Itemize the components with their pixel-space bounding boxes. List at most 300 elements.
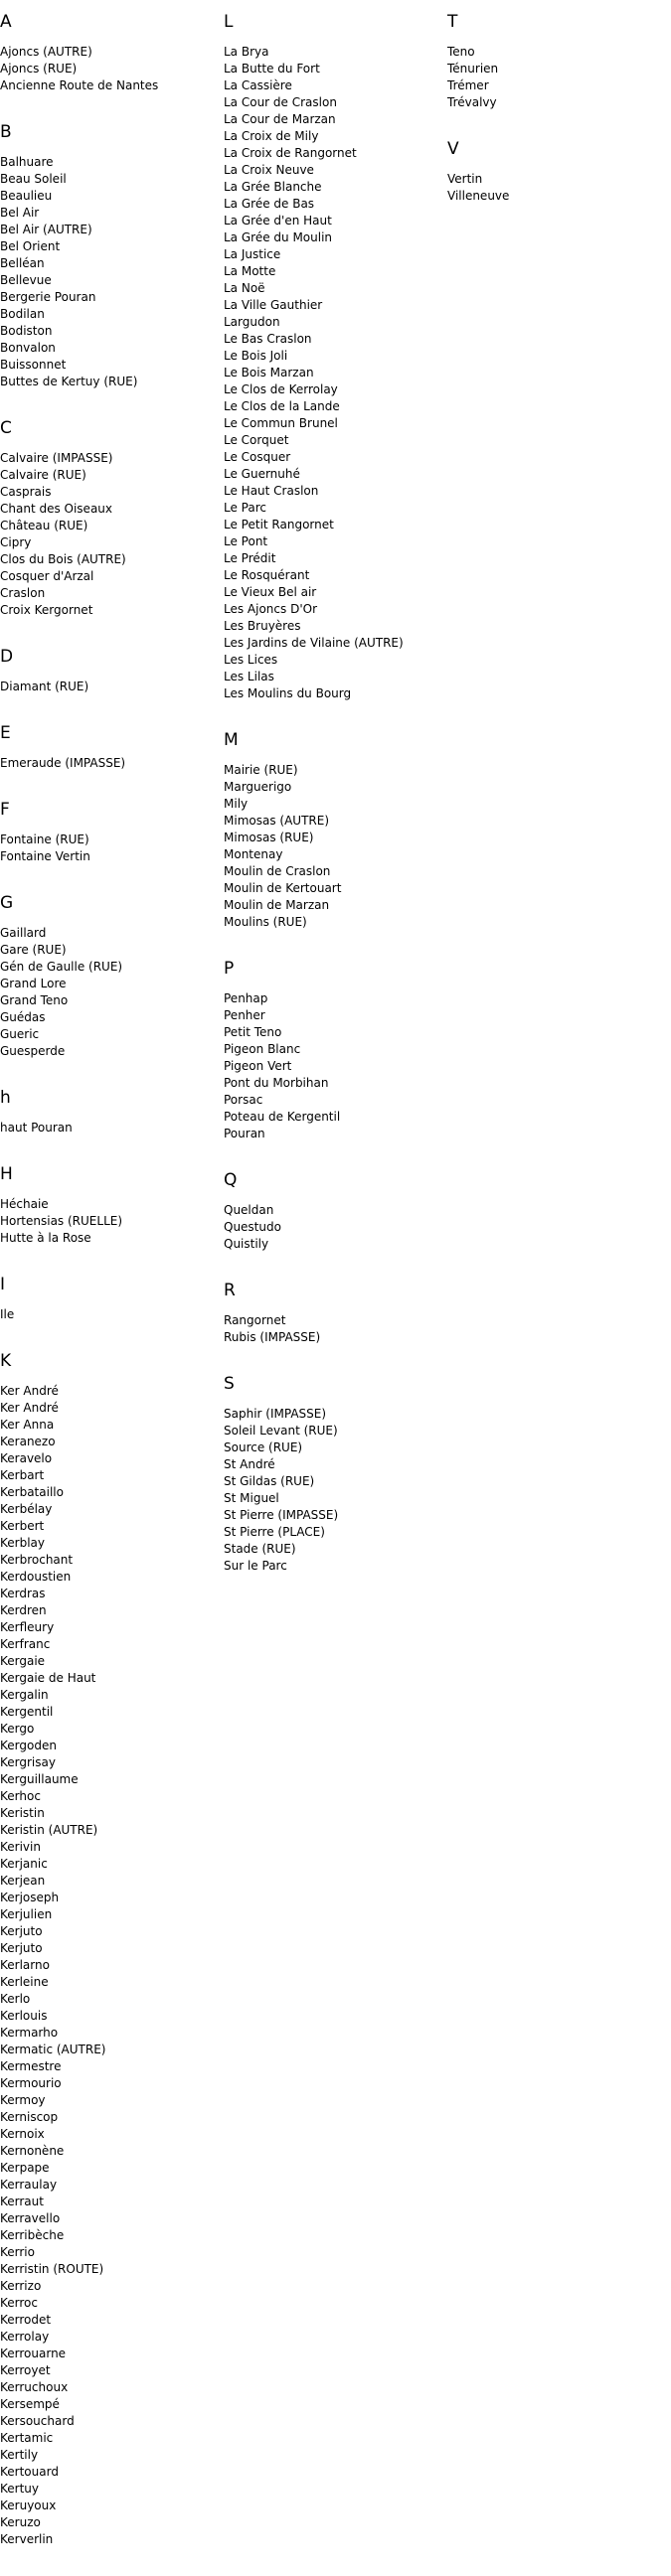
list-item [0, 2227, 219, 2244]
letter-heading: B [0, 122, 12, 142]
place-name-link[interactable]: La Butte du Fort [224, 62, 320, 76]
place-name-link[interactable]: Le Prédit [224, 551, 276, 565]
list-item [224, 1058, 442, 1075]
place-name-link[interactable]: Les Ajoncs D'Or [224, 602, 317, 616]
place-name-link[interactable]: Mily [224, 797, 249, 811]
place-name-link[interactable]: Héchaie [0, 1197, 49, 1211]
place-name-link[interactable]: Gare (RUE) [0, 943, 67, 957]
place-name-link[interactable]: Les Bruyères [224, 619, 301, 633]
place-name-link[interactable]: Kerfranc [0, 1637, 51, 1651]
list-item [447, 94, 646, 111]
place-name-link[interactable]: Kerjean [0, 1874, 46, 1888]
place-name-link[interactable]: Ker André [0, 1401, 59, 1415]
place-name-link[interactable]: Ile [0, 1307, 15, 1321]
place-name-link[interactable]: Croix Kergornet [0, 603, 93, 617]
letter-heading: E [0, 723, 11, 743]
letter-group [0, 122, 219, 390]
list-item [0, 222, 219, 238]
list-item [0, 585, 219, 602]
place-name-link[interactable]: Ker André [0, 1384, 59, 1398]
place-name-link[interactable]: Kermatic (AUTRE) [0, 2043, 106, 2056]
list-item [224, 483, 442, 500]
place-name-link[interactable]: Le Bois Joli [224, 349, 288, 363]
place-name-link[interactable]: Château (RUE) [0, 519, 88, 532]
place-name-link[interactable]: Craslon [0, 586, 46, 600]
place-name-link[interactable]: Keristin (AUTRE) [0, 1823, 98, 1837]
list-item [0, 679, 219, 695]
list-item [0, 2143, 219, 2160]
place-name-link[interactable]: Kerruchoux [0, 2380, 69, 2394]
place-name-link[interactable]: Porsac [224, 1093, 263, 1107]
place-name-list [0, 755, 219, 772]
list-item [0, 2109, 219, 2126]
place-name-link[interactable]: Moulin de Craslon [224, 864, 331, 878]
list-item [224, 863, 442, 880]
place-name-link[interactable]: Stade (RUE) [224, 1542, 296, 1556]
place-name-link[interactable]: Kerbataillo [0, 1485, 64, 1499]
list-item [224, 830, 442, 846]
list-item [447, 188, 646, 205]
place-name-link[interactable]: Le Petit Rangornet [224, 518, 334, 531]
place-name-link[interactable]: Bodiston [0, 324, 53, 338]
letter-group [0, 1275, 219, 1323]
place-name-link[interactable]: Buissonnet [0, 358, 67, 372]
place-name-link[interactable]: Beaulieu [0, 189, 53, 203]
place-name-link[interactable]: Kerjulien [0, 1907, 53, 1921]
place-name-link[interactable]: La Cour de Marzan [224, 112, 336, 126]
place-name-link[interactable]: Le Commun Brunel [224, 416, 338, 430]
place-name-link[interactable]: Vertin [447, 172, 483, 186]
place-name-link[interactable]: Kerjuto [0, 1924, 43, 1938]
list-item [0, 602, 219, 619]
list-item [0, 2194, 219, 2210]
list-item [0, 2210, 219, 2227]
list-item [0, 2075, 219, 2092]
place-name-link[interactable]: St Pierre (PLACE) [224, 1525, 325, 1539]
list-item [0, 1552, 219, 1569]
list-item [224, 601, 442, 618]
place-name-link[interactable]: La Justice [224, 247, 281, 261]
place-name-link[interactable]: Kerraulay [0, 2178, 58, 2192]
place-name-link[interactable]: Keravelo [0, 1451, 53, 1465]
place-name-link[interactable]: Kermarho [0, 2026, 59, 2040]
place-name-link[interactable]: St Miguel [224, 1491, 279, 1505]
list-item [0, 2042, 219, 2058]
list-item [0, 551, 219, 568]
place-name-link[interactable]: Chant des Oiseaux [0, 502, 113, 516]
place-name-link[interactable]: Kerristin (ROUTE) [0, 2262, 104, 2276]
place-name-link[interactable]: Les Lices [224, 653, 278, 667]
place-name-link[interactable]: Kermoy [0, 2093, 46, 2107]
place-name-link[interactable]: Bel Air (AUTRE) [0, 223, 92, 236]
place-name-link[interactable]: Kerpape [0, 2161, 50, 2175]
list-item [0, 340, 219, 357]
place-name-link[interactable]: Kerrouarne [0, 2347, 67, 2360]
list-item [224, 365, 442, 381]
place-name-link[interactable]: Emeraude (IMPASSE) [0, 756, 126, 770]
letter-group [224, 959, 442, 1142]
list-item [0, 2531, 219, 2548]
place-name-link[interactable]: Kerribèche [0, 2228, 65, 2242]
place-name-link[interactable]: Le Clos de Kerrolay [224, 382, 338, 396]
place-name-link[interactable]: La Grée de Bas [224, 197, 315, 211]
list-item [224, 229, 442, 246]
place-name-link[interactable]: Quistily [224, 1237, 269, 1251]
list-item [224, 762, 442, 779]
place-name-link[interactable]: Pigeon Blanc [224, 1042, 301, 1056]
list-item [0, 1788, 219, 1805]
list-item [0, 306, 219, 323]
list-item [0, 323, 219, 340]
list-item [0, 1501, 219, 1518]
list-item [0, 1856, 219, 1873]
list-item [224, 635, 442, 652]
place-name-link[interactable]: Les Jardins de Vilaine (AUTRE) [224, 636, 404, 650]
place-name-link[interactable]: Trévalvy [447, 95, 497, 109]
place-name-link[interactable]: Kerrolay [0, 2330, 50, 2344]
place-name-link[interactable]: Keristin [0, 1806, 45, 1820]
place-name-link[interactable]: Kerbert [0, 1519, 45, 1533]
place-name-link[interactable]: Bonvalon [0, 341, 56, 355]
place-name-link[interactable]: Poteau de Kergentil [224, 1110, 341, 1124]
place-name-link[interactable]: Pigeon Vert [224, 1059, 292, 1073]
place-name-link[interactable]: Kerguillaume [0, 1772, 79, 1786]
place-name-link[interactable]: Kerbart [0, 1468, 45, 1482]
place-name-link[interactable]: Bel Orient [0, 239, 61, 253]
place-name-link[interactable]: Kergoden [0, 1739, 57, 1752]
list-item [224, 297, 442, 314]
place-name-link[interactable]: Guesperde [0, 1044, 66, 1058]
place-name-link[interactable]: Montenay [224, 847, 283, 861]
place-name-link[interactable]: La Croix de Rangornet [224, 146, 357, 160]
place-name-link[interactable]: Kerbrochant [0, 1553, 74, 1567]
place-name-link[interactable]: Kerrodet [0, 2313, 52, 2327]
place-name-link[interactable]: Gueric [0, 1027, 40, 1041]
place-name-link[interactable]: Hortensias (RUELLE) [0, 1214, 123, 1228]
list-item [0, 976, 219, 992]
place-name-link[interactable]: Kergrisay [0, 1755, 56, 1769]
letter-heading: A [0, 12, 12, 32]
place-name-link[interactable]: Bodilan [0, 307, 45, 321]
letter-group [224, 1170, 442, 1253]
place-name-link[interactable]: Hutte à la Rose [0, 1231, 91, 1245]
list-item [0, 925, 219, 942]
place-name-link[interactable]: Balhuare [0, 155, 54, 169]
place-name-link[interactable]: Moulin de Marzan [224, 898, 330, 912]
list-item [0, 188, 219, 205]
place-name-link[interactable]: Kergo [0, 1722, 35, 1736]
list-item [224, 263, 442, 280]
place-name-link[interactable]: La Croix de Mily [224, 129, 319, 143]
place-name-link[interactable]: Kergalin [0, 1688, 49, 1702]
place-name-link[interactable]: Kerravello [0, 2211, 61, 2225]
place-name-link[interactable]: St André [224, 1457, 275, 1471]
list-item [224, 1126, 442, 1142]
list-item [0, 1196, 219, 1213]
place-name-link[interactable]: Belléan [0, 256, 45, 270]
list-item [0, 534, 219, 551]
place-name-link[interactable]: Calvaire (IMPASSE) [0, 451, 113, 465]
index-column-2 [224, 12, 442, 1602]
list-item [0, 1484, 219, 1501]
place-name-link[interactable]: Diamant (RUE) [0, 680, 89, 693]
place-name-link[interactable]: Kerraut [0, 2195, 44, 2208]
list-item [224, 128, 442, 145]
place-name-link[interactable]: Kerlo [0, 1992, 31, 2006]
list-item [0, 1535, 219, 1552]
place-name-link[interactable]: Kerjanic [0, 1857, 48, 1871]
place-name-link[interactable]: Moulins (RUE) [224, 915, 307, 929]
place-name-link[interactable]: Ancienne Route de Nantes [0, 78, 159, 92]
place-name-link[interactable]: Les Lilas [224, 670, 274, 683]
list-item [0, 2126, 219, 2143]
place-name-link[interactable]: Kersouchard [0, 2414, 75, 2428]
place-name-list [0, 450, 219, 619]
place-name-link[interactable]: Mimosas (AUTRE) [224, 814, 329, 828]
place-name-link[interactable]: Trémer [447, 78, 489, 92]
letter-heading: G [0, 893, 14, 913]
list-item [0, 2362, 219, 2379]
letter-heading: M [224, 730, 239, 750]
letter-heading: V [447, 139, 459, 159]
place-name-link[interactable]: Largudon [224, 315, 280, 329]
place-name-link[interactable]: Mimosas (RUE) [224, 831, 314, 844]
list-item [0, 2514, 219, 2531]
list-item [224, 1423, 442, 1440]
place-name-link[interactable]: Kerivin [0, 1840, 41, 1854]
place-name-link[interactable]: Pont du Morbihan [224, 1076, 329, 1090]
place-name-link[interactable]: Kerroyet [0, 2363, 51, 2377]
place-name-link[interactable]: Moulin de Kertouart [224, 881, 342, 895]
place-name-link[interactable]: Calvaire (RUE) [0, 468, 86, 482]
place-name-link[interactable]: Fontaine (RUE) [0, 833, 89, 846]
letter-heading: R [224, 1281, 236, 1300]
place-name-link[interactable]: Le Bas Craslon [224, 332, 312, 346]
place-name-link[interactable]: Gaillard [0, 926, 47, 940]
place-name-link[interactable]: Cosquer d'Arzal [0, 569, 94, 583]
list-item [0, 1890, 219, 1906]
place-name-link[interactable]: Villeneuve [447, 189, 510, 203]
list-item [224, 1558, 442, 1575]
list-item [224, 897, 442, 914]
place-name-list [224, 1312, 442, 1346]
list-item [224, 432, 442, 449]
place-name-link[interactable]: Guédas [0, 1010, 46, 1024]
place-name-link[interactable]: Kermourio [0, 2076, 62, 2090]
place-name-link[interactable]: Rubis (IMPASSE) [224, 1330, 321, 1344]
place-name-link[interactable]: Pouran [224, 1127, 265, 1140]
place-name-list [224, 1406, 442, 1575]
list-item [224, 179, 442, 196]
list-item [0, 205, 219, 222]
place-name-list [0, 925, 219, 1060]
list-item [224, 145, 442, 162]
place-name-link[interactable]: Kertouard [0, 2465, 59, 2479]
list-item [224, 584, 442, 601]
place-name-link[interactable]: Casprais [0, 485, 52, 499]
place-name-link[interactable]: Penhap [224, 991, 268, 1005]
place-name-link[interactable]: Marguerigo [224, 780, 292, 794]
place-name-link[interactable]: Le Parc [224, 501, 266, 515]
place-name-link[interactable]: St Gildas (RUE) [224, 1474, 315, 1488]
place-name-link[interactable]: Le Haut Craslon [224, 484, 319, 498]
list-item [224, 500, 442, 517]
list-item [224, 796, 442, 813]
list-item [224, 1075, 442, 1092]
place-name-link[interactable]: Fontaine Vertin [0, 849, 90, 863]
place-name-link[interactable]: Le Clos de la Lande [224, 399, 340, 413]
place-name-link[interactable]: Penher [224, 1008, 265, 1022]
list-item [224, 61, 442, 77]
place-name-link[interactable]: Rangornet [224, 1313, 286, 1327]
place-name-link[interactable]: Kerdras [0, 1587, 46, 1600]
place-name-link[interactable]: haut Pouran [0, 1121, 73, 1135]
list-item [0, 1704, 219, 1721]
place-name-link[interactable]: Grand Teno [0, 993, 69, 1007]
place-name-link[interactable]: Kertamic [0, 2431, 54, 2445]
letter-group [0, 893, 219, 1060]
place-name-link[interactable]: Kerdoustien [0, 1570, 72, 1584]
place-name-link[interactable]: St Pierre (IMPASSE) [224, 1508, 339, 1522]
place-name-link[interactable]: Soleil Levant (RUE) [224, 1424, 338, 1438]
list-item [0, 568, 219, 585]
place-name-link[interactable]: La Cassière [224, 78, 292, 92]
place-name-link[interactable]: Kerroc [0, 2296, 38, 2310]
place-name-link[interactable]: Source (RUE) [224, 1440, 303, 1454]
place-name-link[interactable]: Sur le Parc [224, 1559, 287, 1573]
list-item [0, 1940, 219, 1957]
place-name-link[interactable]: Bel Air [0, 206, 40, 220]
letter-group [0, 1164, 219, 1247]
place-name-link[interactable]: Kermestre [0, 2059, 62, 2073]
place-name-link[interactable]: La Ville Gauthier [224, 298, 323, 312]
list-item [224, 415, 442, 432]
list-item [224, 517, 442, 533]
place-name-link[interactable]: Kerniscop [0, 2110, 59, 2124]
place-name-link[interactable]: Bergerie Pouran [0, 290, 96, 304]
place-name-link[interactable]: Ajoncs (AUTRE) [0, 45, 92, 59]
place-name-link[interactable]: Kergaie de Haut [0, 1671, 96, 1685]
place-name-link[interactable]: Kernoix [0, 2127, 45, 2141]
list-item [224, 246, 442, 263]
place-name-link[interactable]: Kerbélay [0, 1502, 53, 1516]
place-name-link[interactable]: Kerrizo [0, 2279, 42, 2293]
place-name-link[interactable]: Teno [447, 45, 475, 59]
place-name-list [0, 1120, 219, 1136]
place-name-link[interactable]: Cipry [0, 535, 32, 549]
place-name-link[interactable]: Saphir (IMPASSE) [224, 1407, 327, 1421]
place-name-list [224, 762, 442, 931]
place-name-link[interactable]: La Cour de Craslon [224, 95, 337, 109]
list-item [0, 1754, 219, 1771]
list-item [224, 1524, 442, 1541]
place-name-link[interactable]: Le Vieux Bel air [224, 585, 317, 599]
place-name-link[interactable]: Le Corquet [224, 433, 289, 447]
place-name-link[interactable]: Beau Soleil [0, 172, 67, 186]
list-item [224, 331, 442, 348]
place-name-link[interactable]: Le Cosquer [224, 450, 291, 464]
list-item [224, 1473, 442, 1490]
letter-group [0, 1351, 219, 2548]
letter-heading: H [0, 1164, 13, 1184]
place-name-link[interactable]: La Motte [224, 264, 276, 278]
place-name-link[interactable]: Kerfleury [0, 1620, 55, 1634]
place-name-link[interactable]: Mairie (RUE) [224, 763, 298, 777]
place-name-link[interactable]: Kertily [0, 2448, 39, 2462]
place-name-link[interactable]: Ker Anna [0, 1418, 55, 1432]
place-name-link[interactable]: Kergaie [0, 1654, 46, 1668]
place-name-link[interactable]: Kerverlin [0, 2532, 54, 2546]
list-item [0, 848, 219, 865]
place-name-link[interactable]: Kersempé [0, 2397, 60, 2411]
list-item [224, 669, 442, 685]
place-name-link[interactable]: La Grée d'en Haut [224, 214, 332, 227]
place-name-link[interactable]: Petit Teno [224, 1025, 282, 1039]
letter-group [447, 139, 646, 205]
place-name-link[interactable]: La Croix Neuve [224, 163, 314, 177]
place-name-link[interactable]: Grand Lore [0, 977, 67, 990]
place-name-link[interactable]: Le Rosquérant [224, 568, 310, 582]
place-name-link[interactable]: Kerblay [0, 1536, 45, 1550]
place-name-link[interactable]: Kerlarno [0, 1958, 50, 1972]
place-name-link[interactable]: Ténurien [447, 62, 499, 76]
place-name-link[interactable]: Keruyoux [0, 2499, 57, 2512]
list-item [224, 1219, 442, 1236]
index-column-1 [0, 12, 219, 2576]
place-name-link[interactable]: Gén de Gaulle (RUE) [0, 960, 123, 974]
place-name-link[interactable]: Kerlouis [0, 2009, 48, 2023]
place-name-link[interactable]: La Grée du Moulin [224, 230, 333, 244]
place-name-link[interactable]: Kerleine [0, 1975, 49, 1989]
place-name-link[interactable]: Ajoncs (RUE) [0, 62, 78, 76]
place-name-link[interactable]: Kernonène [0, 2144, 65, 2158]
place-name-link[interactable]: Le Pont [224, 534, 268, 548]
letter-heading: D [0, 647, 14, 667]
letter-group [224, 1374, 442, 1575]
place-name-link[interactable]: Keruzo [0, 2515, 41, 2529]
place-name-link[interactable]: Queldan [224, 1203, 274, 1217]
list-item [0, 1670, 219, 1687]
list-item [224, 381, 442, 398]
place-name-link[interactable]: Kerrio [0, 2245, 35, 2259]
place-name-link[interactable]: Kertuy [0, 2482, 39, 2496]
list-item [0, 1771, 219, 1788]
list-item [0, 2058, 219, 2075]
list-item [0, 1434, 219, 1450]
place-name-list [447, 171, 646, 205]
place-name-link[interactable]: Bellevue [0, 273, 52, 287]
list-item [0, 2447, 219, 2464]
letter-group [0, 12, 219, 94]
place-name-link[interactable]: Le Guernuhé [224, 467, 300, 481]
place-name-link[interactable]: Kerjoseph [0, 1891, 60, 1904]
place-name-link[interactable]: Kerjuto [0, 1941, 43, 1955]
place-name-link[interactable]: Buttes de Kertuy (RUE) [0, 375, 138, 388]
place-name-link[interactable]: Questudo [224, 1220, 281, 1234]
place-name-link[interactable]: La Brya [224, 45, 269, 59]
place-name-list [0, 1306, 219, 1323]
place-name-link[interactable]: La Noë [224, 281, 265, 295]
place-name-link[interactable]: La Grée Blanche [224, 180, 322, 194]
place-name-link[interactable]: Kerhoc [0, 1789, 41, 1803]
place-name-link[interactable]: Kergentil [0, 1705, 54, 1719]
place-name-link[interactable]: Le Bois Marzan [224, 366, 314, 379]
place-name-link[interactable]: Les Moulins du Bourg [224, 686, 352, 700]
place-name-link[interactable]: Clos du Bois (AUTRE) [0, 552, 126, 566]
list-item [447, 171, 646, 188]
place-name-link[interactable]: Kerdren [0, 1603, 47, 1617]
place-name-link[interactable]: Keranezo [0, 1435, 56, 1448]
